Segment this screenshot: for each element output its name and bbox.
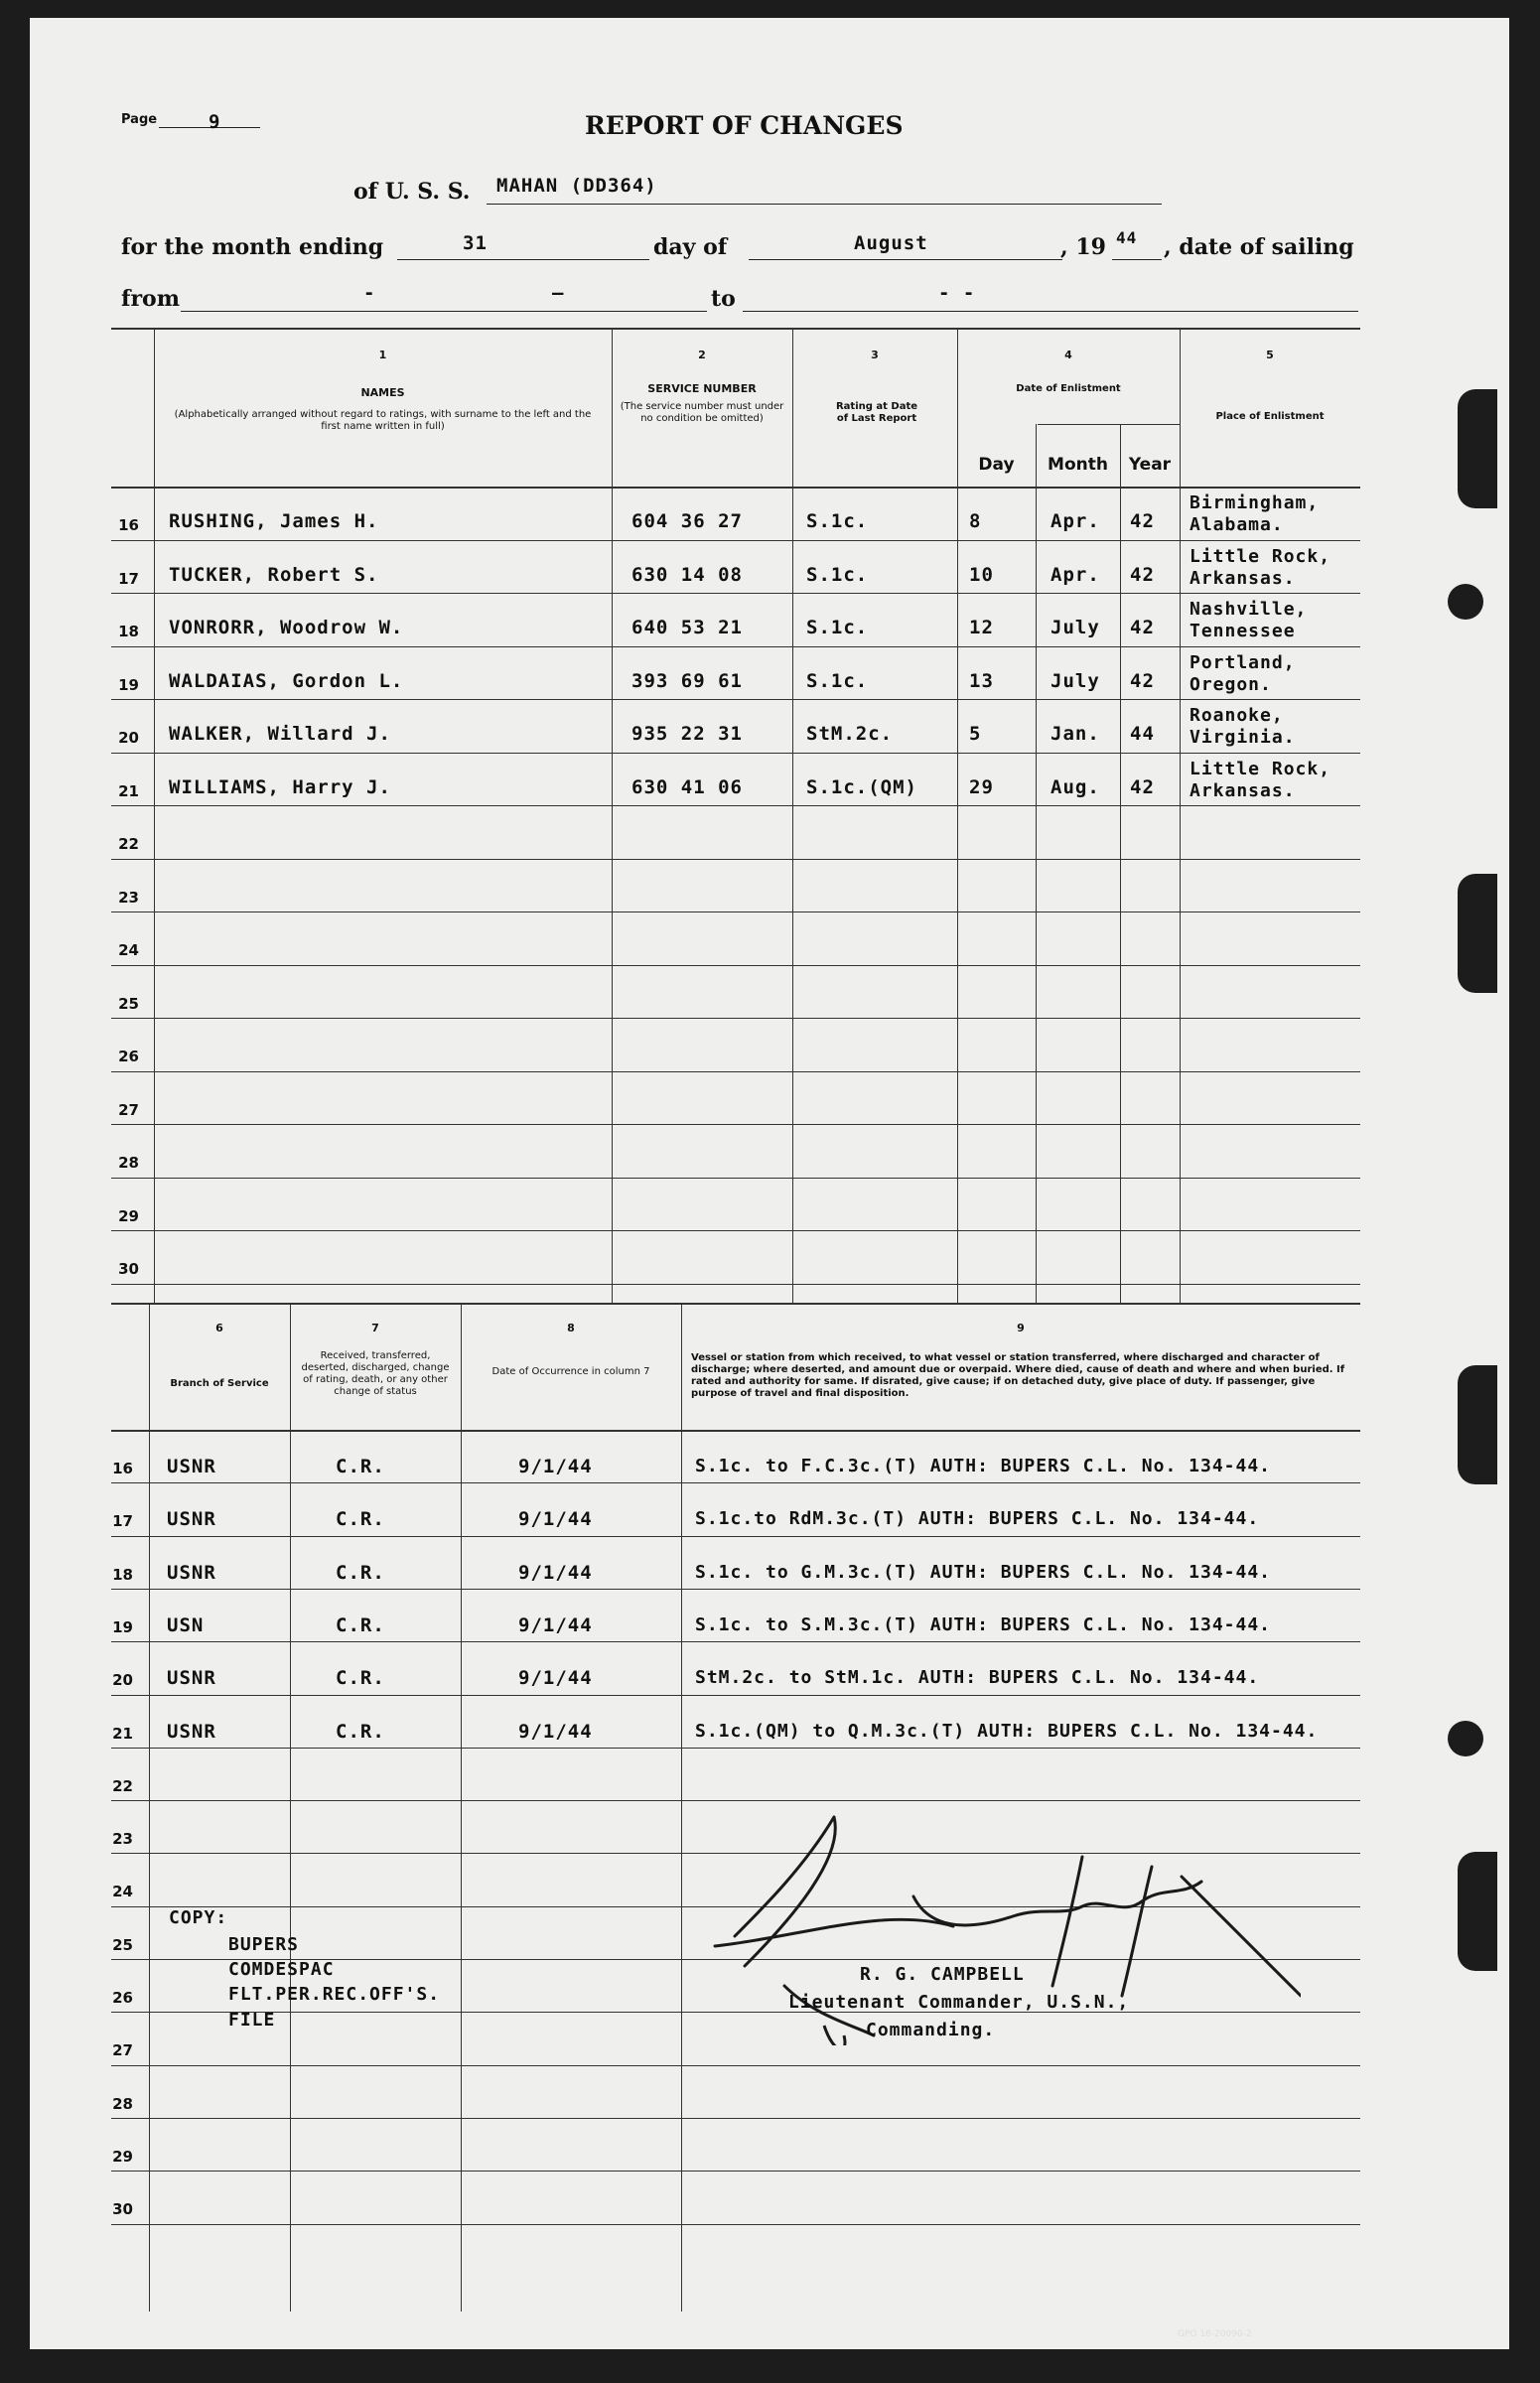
change-of-status: C.R. [336,1508,385,1530]
rule [290,1303,291,2312]
row-number: 17 [118,570,139,588]
row-number: 21 [112,1725,133,1743]
row-number: 23 [112,1830,133,1848]
copy-to-comdespac: COMDESPAC [228,1959,335,1980]
service-number: 935 22 31 [631,723,743,745]
row-number: 30 [118,1260,139,1278]
branch-of-service: USNR [167,1508,216,1530]
enlist-place-state: Arkansas. [1190,780,1296,801]
col1-number: 1 [378,349,387,361]
row-rule [111,1230,1360,1231]
row-number: 26 [112,1989,133,2007]
row-number: 24 [112,1883,133,1900]
page-title: REPORT OF CHANGES [585,111,904,140]
enlist-year: 44 [1130,723,1155,745]
col7-title: Received, transferred, deserted, discharged, change of rating, death, or any other change of status [301,1350,450,1397]
row-rule [111,911,1360,912]
to-underline [743,311,1358,312]
of-uss-label: of U. S. S. [353,179,471,205]
date-of-occurrence: 9/1/44 [518,1456,593,1477]
enlist-day: 13 [969,670,994,692]
col8-title: Date of Occurrence in column 7 [491,1366,650,1377]
enlist-year: 42 [1130,776,1155,798]
change-remarks: S.1c. to F.C.3c.(T) AUTH: BUPERS C.L. No. 134-44. [695,1456,1272,1476]
row-rule [111,1071,1360,1072]
enlist-month: July [1050,670,1100,692]
col3-number: 3 [871,349,879,361]
row-rule [111,646,1360,647]
rating: S.1c. [806,670,869,692]
branch-of-service: USNR [167,1667,216,1689]
copy-to-bupers: BUPERS [228,1934,300,1955]
copy-label: COPY: [169,1907,228,1928]
row-number: 24 [118,941,139,959]
col1-title: NAMES [360,386,405,399]
month-underline [749,259,1062,260]
page-label: Page [121,112,158,127]
service-number: 640 53 21 [631,617,743,638]
row-number: 22 [112,1777,133,1795]
year-label: , 19 [1060,234,1106,260]
rule [957,328,958,1303]
row-rule [111,2171,1360,2172]
service-number: 630 14 08 [631,564,743,586]
enlist-month: Jan. [1050,723,1100,745]
rule [154,328,155,1303]
branch-of-service: USN [167,1614,205,1636]
change-remarks: S.1c. to S.M.3c.(T) AUTH: BUPERS C.L. No. 134-44. [695,1614,1272,1635]
rule [1180,328,1181,1303]
enlist-place-city: Birmingham, [1190,492,1320,513]
date-of-occurrence: 9/1/44 [518,1721,593,1743]
enlist-day: 12 [969,617,994,638]
enlistee-name: TUCKER, Robert S. [169,564,379,586]
date-of-occurrence: 9/1/44 [518,1562,593,1584]
enlist-place-city: Portland, [1190,652,1296,673]
enlist-month: Apr. [1050,510,1100,532]
year-value: 44 [1116,228,1138,247]
row-number: 18 [112,1566,133,1584]
col2-note: (The service number must under no condition be omitted) [620,401,784,424]
day-value: 31 [463,232,488,254]
enlist-day: 10 [969,564,994,586]
row-number: 26 [118,1048,139,1065]
enlist-month: Aug. [1050,776,1100,798]
service-number: 630 41 06 [631,776,743,798]
row-rule [111,1536,1360,1537]
to-label: to [711,286,736,312]
year-underline [1112,259,1162,260]
row-number: 20 [112,1671,133,1689]
rating: S.1c. [806,617,869,638]
row-rule [111,965,1360,966]
from-dash: — [552,282,565,304]
ship-name: MAHAN (DD364) [496,175,657,197]
rating: S.1c. [806,510,869,532]
enlist-year: 42 [1130,617,1155,638]
ship-underline [487,204,1162,205]
binder-clip [1458,1852,1497,1971]
rule [111,1430,1360,1432]
enlist-place-city: Nashville, [1190,599,1308,620]
enlist-place-state: Virginia. [1190,727,1296,748]
branch-of-service: USNR [167,1562,216,1584]
punch-hole [1448,1721,1483,1756]
col4-title: Date of Enlistment [1016,383,1121,394]
col6-number: 6 [215,1322,223,1334]
enlist-day: 5 [969,723,982,745]
signatory-rank: Lieutenant Commander, U.S.N., [788,1992,1130,2013]
row-number: 25 [112,1936,133,1954]
row-number: 23 [118,889,139,907]
row-rule [111,1695,1360,1696]
rating: S.1c.(QM) [806,776,917,798]
col2-number: 2 [698,349,706,361]
row-number: 18 [118,623,139,640]
row-rule [111,1482,1360,1483]
signatory-role: Commanding. [866,2020,996,2040]
row-rule [111,1018,1360,1019]
row-rule [111,1748,1360,1749]
row-number: 17 [112,1512,133,1530]
col9-title: Vessel or station from which received, to what vessel or station transferred, where discharged and character of discharge; where deserted, and amount due or overpaid. Where died, cause of death and where and when buried. If rated and authority for same. If disrated, give cause; if on detached duty, give place of duty. If passenger, give purpose of travel and final disposition. [691,1352,1345,1399]
row-number: 19 [118,676,139,694]
col9-number: 9 [1017,1322,1025,1334]
row-rule [111,699,1360,700]
rule [111,487,1360,489]
enlistee-name: VONRORR, Woodrow W. [169,617,404,638]
date-of-sailing-label: , date of sailing [1164,234,1354,260]
from-value: - [363,282,376,304]
date-of-occurrence: 9/1/44 [518,1614,593,1636]
enlist-year: 42 [1130,564,1155,586]
change-of-status: C.R. [336,1721,385,1743]
rule [681,1303,682,2312]
change-of-status: C.R. [336,1667,385,1689]
enlist-place-city: Roanoke, [1190,705,1284,726]
page-number-value: 9 [209,111,221,133]
rule [612,328,613,1303]
col4-day: Day [978,455,1015,475]
enlistee-name: WALKER, Willard J. [169,723,391,745]
month-ending-label: for the month ending [121,234,384,260]
row-number: 20 [118,729,139,747]
enlist-place-state: Alabama. [1190,514,1284,535]
enlist-year: 42 [1130,510,1155,532]
rule [1120,424,1121,1303]
to-value: - - [938,282,976,304]
row-rule [111,2118,1360,2119]
row-number: 29 [118,1207,139,1225]
row-number: 29 [112,2148,133,2166]
enlist-place-state: Oregon. [1190,674,1272,695]
col4-number: 4 [1064,349,1072,361]
row-number: 25 [118,995,139,1013]
enlistee-name: WILLIAMS, Harry J. [169,776,391,798]
row-rule [111,753,1360,754]
row-number: 16 [112,1460,133,1477]
row-rule [111,1124,1360,1125]
enlist-place-city: Little Rock, [1190,759,1331,779]
row-number: 28 [118,1154,139,1172]
from-underline [181,311,707,312]
day-underline [397,259,649,260]
enlist-place-city: Little Rock, [1190,546,1331,567]
row-number: 30 [112,2200,133,2218]
rule [792,328,793,1303]
row-number: 27 [118,1101,139,1119]
service-number: 393 69 61 [631,670,743,692]
binder-clip [1458,389,1497,508]
row-number: 28 [112,2095,133,2113]
branch-of-service: USNR [167,1456,216,1477]
binder-clip [1458,874,1497,993]
row-number: 22 [118,835,139,853]
day-of-label: day of [653,234,728,260]
row-rule [111,859,1360,860]
col5-number: 5 [1266,349,1274,361]
service-number: 604 36 27 [631,510,743,532]
row-rule [111,540,1360,541]
date-of-occurrence: 9/1/44 [518,1508,593,1530]
rule [461,1303,462,2312]
row-number: 16 [118,516,139,534]
row-number: 27 [112,2041,133,2059]
col4-month: Month [1048,455,1108,475]
enlistee-name: WALDAIAS, Gordon L. [169,670,404,692]
change-remarks: S.1c.to RdM.3c.(T) AUTH: BUPERS C.L. No. 134-44. [695,1508,1260,1529]
change-remarks: S.1c. to G.M.3c.(T) AUTH: BUPERS C.L. No. 134-44. [695,1562,1272,1583]
col2-title: SERVICE NUMBER [647,382,757,395]
date-of-occurrence: 9/1/44 [518,1667,593,1689]
copy-to-file: FILE [228,2010,276,2031]
row-rule [111,2224,1360,2225]
copy-to-flt-per-rec: FLT.PER.REC.OFF'S. [228,1984,441,2005]
rating: StM.2c. [806,723,894,745]
row-rule [111,1589,1360,1590]
enlist-place-state: Arkansas. [1190,568,1296,589]
from-label: from [121,286,181,312]
row-number: 19 [112,1618,133,1636]
col3-title: Rating at Date of Last Report [835,401,918,424]
row-number: 21 [118,782,139,800]
row-rule [111,593,1360,594]
change-of-status: C.R. [336,1456,385,1477]
rule [1038,424,1181,425]
col8-number: 8 [567,1322,575,1334]
change-of-status: C.R. [336,1614,385,1636]
row-rule [111,1284,1360,1285]
col4-year: Year [1128,455,1172,475]
rule [111,328,1360,330]
enlist-month: July [1050,617,1100,638]
col5-title: Place of Enlistment [1215,411,1325,422]
rating: S.1c. [806,564,869,586]
signatory-name: R. G. CAMPBELL [860,1964,1025,1985]
row-rule [111,2065,1360,2066]
branch-of-service: USNR [167,1721,216,1743]
enlist-day: 8 [969,510,982,532]
enlistee-name: RUSHING, James H. [169,510,379,532]
enlist-day: 29 [969,776,994,798]
page-number-label [121,112,157,127]
binder-clip [1458,1365,1497,1484]
col6-title: Branch of Service [170,1378,269,1389]
enlist-place-state: Tennessee [1190,621,1296,641]
row-rule [111,805,1360,806]
change-remarks: StM.2c. to StM.1c. AUTH: BUPERS C.L. No. 134-44. [695,1667,1260,1688]
change-of-status: C.R. [336,1562,385,1584]
enlist-month: Apr. [1050,564,1100,586]
rule [1036,424,1037,1303]
row-rule [111,1641,1360,1642]
month-value: August [854,232,928,254]
change-remarks: S.1c.(QM) to Q.M.3c.(T) AUTH: BUPERS C.L. No. 134-44. [695,1721,1319,1742]
rule [111,1303,1360,1305]
row-rule [111,1178,1360,1179]
enlist-year: 42 [1130,670,1155,692]
col7-number: 7 [371,1322,379,1334]
rule [149,1303,150,2312]
col1-note: (Alphabetically arranged without regard to ratings, with surname to the left and the first name written in full) [174,409,592,432]
gpo-code: GPO 16-20090-2 [1178,2329,1252,2339]
punch-hole [1448,584,1483,620]
